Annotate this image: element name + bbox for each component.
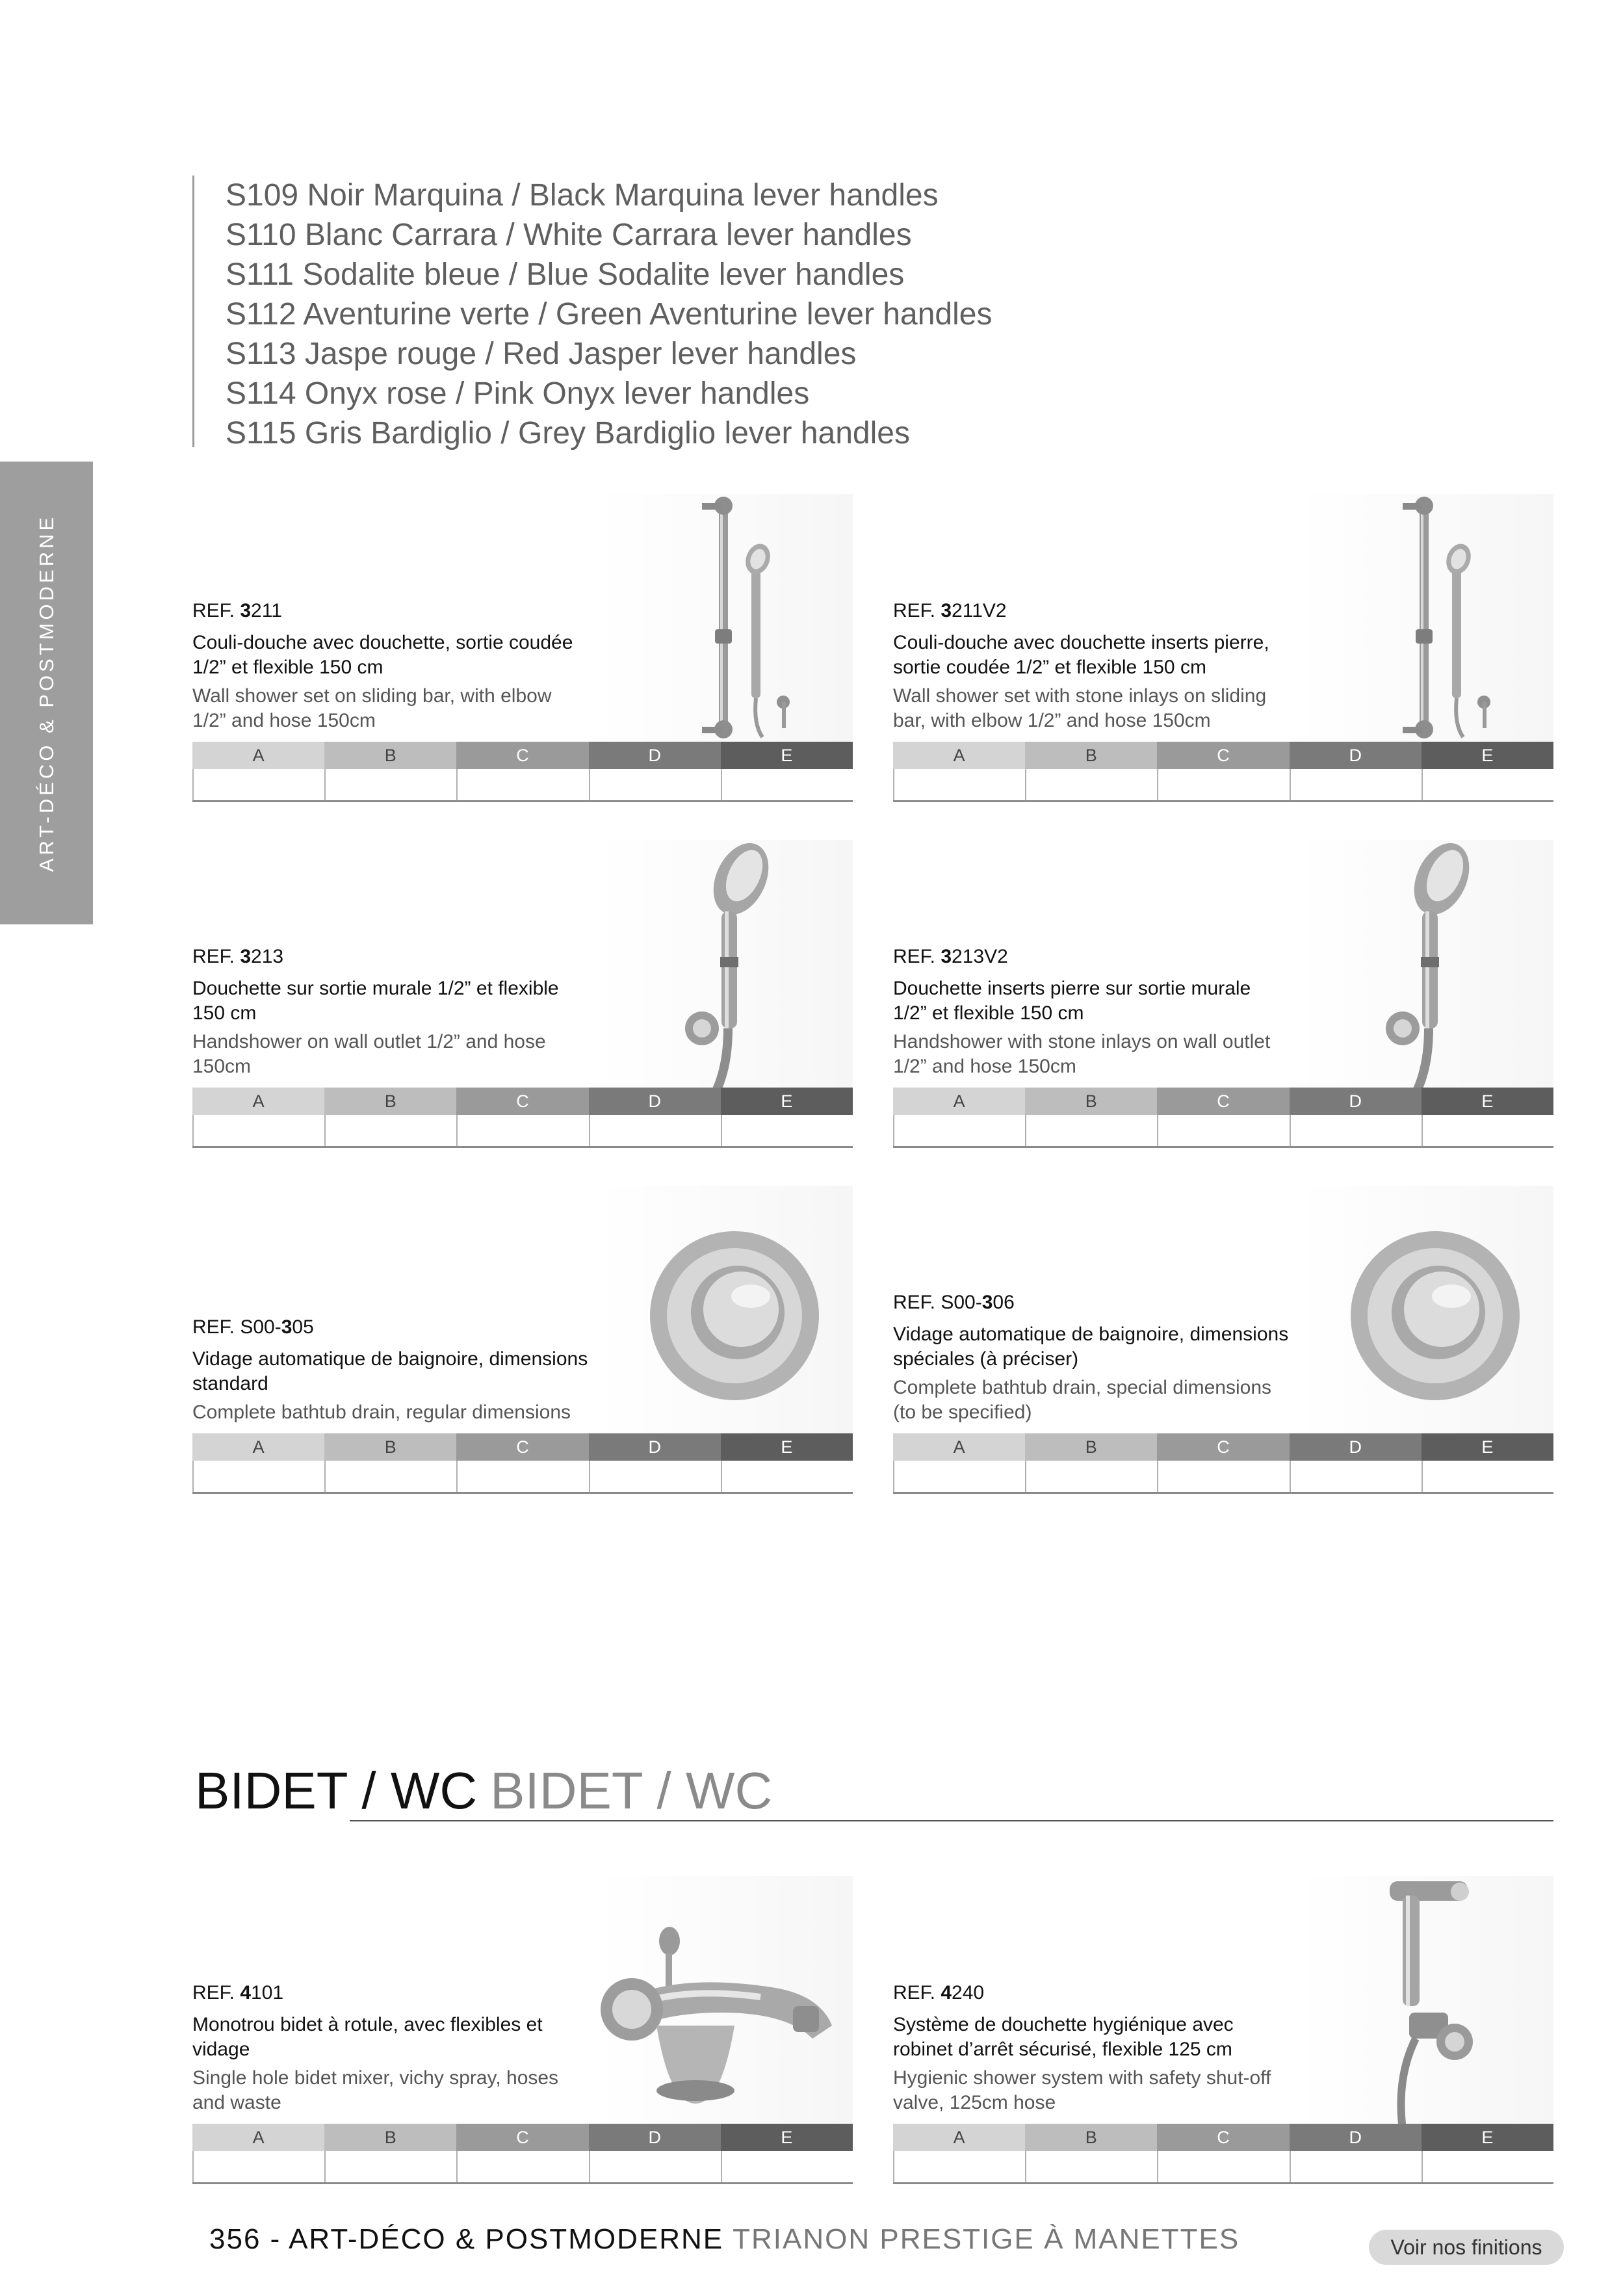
finish-column-header: E [721, 742, 853, 769]
shower-set-image [1299, 494, 1553, 748]
ref-prefix: REF. [192, 1982, 240, 2003]
product-card [893, 1876, 1553, 2184]
ref-bold: 3 [240, 600, 252, 621]
ref-prefix: REF. S00- [893, 1292, 982, 1313]
product-description-fr: Douchette sur sortie murale 1/2” et flexible 150 cm [192, 978, 559, 1024]
product-card [192, 494, 853, 802]
finish-column-header: B [1025, 1088, 1157, 1115]
section-divider [350, 1820, 1553, 1821]
product-description-en: Hygienic shower system with safety shut-off valve, 125cm hose [893, 2067, 1271, 2113]
handshower-image [1299, 840, 1553, 1093]
finish-column-header: A [192, 1088, 324, 1115]
product-card [893, 840, 1553, 1148]
ref-rest: 213 [251, 946, 284, 967]
product-description-en: Handshower with stone inlays on wall outlet 1/2” and hose 150cm [893, 1031, 1271, 1077]
product-text [893, 1980, 1290, 2115]
product-ref [192, 1314, 589, 1340]
footer-collection: TRIANON PRESTIGE À MANETTES [733, 2223, 1240, 2255]
finish-cell [1422, 1461, 1553, 1492]
finish-column-header: E [721, 2124, 853, 2151]
finish-column-header: A [893, 2124, 1025, 2151]
finish-column-header: B [1025, 742, 1157, 769]
finish-grid [192, 1433, 853, 1494]
finish-list [192, 176, 993, 450]
section-title-en: BIDET / WC [490, 1762, 773, 1820]
finish-column-header: C [456, 2124, 588, 2151]
product-text [192, 598, 589, 733]
product-description-en: Single hole bidet mixer, vichy spray, hoses and waste [192, 2067, 559, 2113]
finish-cell [893, 769, 1025, 800]
ref-rest: 211 [251, 600, 282, 621]
finish-column-header: E [721, 1088, 853, 1115]
product-description-fr: Couli-douche avec douchette, sortie coudée 1/2” et flexible 150 cm [192, 632, 573, 678]
finish-column-header: C [1157, 1433, 1289, 1461]
bidet-mixer-image [598, 1876, 853, 2130]
finish-column-header: C [1157, 742, 1289, 769]
finish-column-header: E [1422, 742, 1553, 769]
finish-column-header: B [324, 1433, 456, 1461]
page-footer [209, 2223, 1240, 2256]
finish-column-header: D [1290, 1433, 1422, 1461]
finish-cell [1157, 2151, 1289, 2182]
ref-bold: 4 [240, 1982, 252, 2003]
finish-cell [324, 2151, 456, 2182]
finish-cell [721, 2151, 853, 2182]
finish-column-header: C [1157, 1088, 1289, 1115]
finish-column-header: B [324, 1088, 456, 1115]
finish-column-header: D [589, 2124, 721, 2151]
finish-cell [1422, 2151, 1553, 2182]
finish-column-header: A [893, 1088, 1025, 1115]
finish-column-header: B [1025, 1433, 1157, 1461]
product-description-en: Complete bathtub drain, special dimensions (to be specified) [893, 1377, 1271, 1423]
product-ref [893, 598, 1290, 624]
product-photo [1299, 1186, 1553, 1439]
finish-cell [1025, 1461, 1157, 1492]
finish-cell [324, 769, 456, 800]
ref-prefix: REF. [893, 946, 941, 967]
finish-grid [192, 742, 853, 802]
bathtub-drain-image [1299, 1186, 1553, 1439]
product-card [893, 494, 1553, 802]
section-title [195, 1758, 772, 1823]
finish-column-header: A [192, 2124, 324, 2151]
finish-cell [1422, 1115, 1553, 1146]
ref-prefix: REF. S00- [192, 1316, 281, 1338]
finish-grid [893, 1088, 1553, 1148]
finish-grid [192, 1088, 853, 1148]
finish-column-header: C [1157, 2124, 1289, 2151]
product-ref [192, 944, 589, 970]
finish-column-header: A [893, 1433, 1025, 1461]
product-card [192, 1186, 853, 1494]
finish-cell [721, 1115, 853, 1146]
section-title-fr: BIDET / WC [195, 1762, 478, 1820]
finish-cell [1157, 1461, 1289, 1492]
handshower-image [598, 840, 853, 1093]
finish-cell [589, 1461, 721, 1492]
finish-cell [589, 2151, 721, 2182]
ref-prefix: REF. [893, 1982, 941, 2003]
product-description-en: Handshower on wall outlet 1/2” and hose 150cm [192, 1031, 546, 1077]
finish-cell [324, 1115, 456, 1146]
finish-item: S115 Gris Bardiglio / Grey Bardiglio lever handles [226, 416, 910, 450]
bathtub-drain-image [598, 1186, 853, 1439]
finish-cell [456, 1115, 588, 1146]
finish-column-header: D [1290, 2124, 1422, 2151]
product-description-en: Complete bathtub drain, regular dimensions [192, 1402, 571, 1423]
finish-cell [721, 1461, 853, 1492]
product-ref [893, 1980, 1290, 2006]
product-description-fr: Douchette inserts pierre sur sortie murale 1/2” et flexible 150 cm [893, 978, 1251, 1024]
view-finishes-button[interactable]: Voir nos finitions [1369, 2230, 1564, 2265]
finish-cell [893, 1461, 1025, 1492]
product-description-fr: Monotrou bidet à rotule, avec flexibles et vidage [192, 2014, 543, 2060]
finish-column-header: D [1290, 742, 1422, 769]
finish-cell [324, 1461, 456, 1492]
finish-cell [192, 2151, 324, 2182]
product-description-en: Wall shower set with stone inlays on sliding bar, with elbow 1/2” and hose 150cm [893, 685, 1267, 731]
finish-column-header: A [192, 742, 324, 769]
finish-column-header: D [589, 1433, 721, 1461]
finish-column-header: E [1422, 1433, 1553, 1461]
product-photo [1299, 1876, 1553, 2130]
product-text [192, 1980, 589, 2115]
product-text [192, 944, 589, 1079]
product-text [893, 944, 1290, 1079]
finish-cell [721, 769, 853, 800]
finish-item: S113 Jaspe rouge / Red Jasper lever handles [226, 337, 857, 371]
product-text [192, 1314, 589, 1425]
ref-bold: 3 [281, 1316, 292, 1338]
finish-item: S110 Blanc Carrara / White Carrara lever handles [226, 218, 912, 252]
finish-item: S114 Onyx rose / Pink Onyx lever handles [226, 376, 810, 411]
finish-cell [1025, 2151, 1157, 2182]
ref-bold: 3 [941, 946, 952, 967]
finish-column-header: E [721, 1433, 853, 1461]
finish-item: S111 Sodalite bleue / Blue Sodalite lever handles [226, 257, 905, 292]
product-description-fr: Vidage automatique de baignoire, dimensions standard [192, 1348, 588, 1394]
product-ref [893, 1290, 1290, 1316]
finish-cell [456, 2151, 588, 2182]
finish-column-header: D [589, 1088, 721, 1115]
ref-prefix: REF. [192, 600, 240, 621]
ref-rest: 240 [952, 1982, 985, 2003]
finish-cell [1290, 1461, 1422, 1492]
product-description-fr: Système de douchette hygiénique avec robinet d’arrêt sécurisé, flexible 125 cm [893, 2014, 1234, 2060]
ref-bold: 3 [941, 600, 952, 621]
product-card [893, 1186, 1553, 1494]
product-ref [893, 944, 1290, 970]
finish-cell [1290, 769, 1422, 800]
finish-cell [1422, 769, 1553, 800]
product-description-fr: Vidage automatique de baignoire, dimensions spéciales (à préciser) [893, 1324, 1289, 1370]
finish-item: S112 Aventurine verte / Green Aventurine lever handles [226, 297, 993, 332]
finish-cell [589, 769, 721, 800]
finish-column-header: A [893, 742, 1025, 769]
product-ref [192, 1980, 589, 2006]
product-text [893, 598, 1290, 733]
ref-bold: 3 [240, 946, 252, 967]
side-tab-label: ART-DÉCO & POSTMODERNE [35, 514, 58, 872]
finish-cell [589, 1115, 721, 1146]
product-photo [598, 494, 853, 748]
product-photo [1299, 840, 1553, 1093]
ref-rest: 213V2 [952, 946, 1008, 967]
finish-grid [192, 2124, 853, 2184]
finish-cell [893, 1115, 1025, 1146]
product-description-en: Wall shower set on sliding bar, with elbow 1/2” and hose 150cm [192, 685, 552, 731]
product-photo [598, 1876, 853, 2130]
finish-item: S109 Noir Marquina / Black Marquina lever handles [226, 178, 939, 213]
finish-column-header: B [324, 2124, 456, 2151]
ref-rest: 05 [292, 1316, 314, 1338]
finish-grid [893, 2124, 1553, 2184]
ref-rest: 211V2 [952, 600, 1007, 621]
product-ref [192, 598, 589, 624]
finish-cell [456, 769, 588, 800]
finish-cell [192, 1461, 324, 1492]
finish-cell [192, 769, 324, 800]
product-photo [1299, 494, 1553, 748]
hygienic-shower-image [1299, 1876, 1553, 2130]
finish-column-header: C [456, 1433, 588, 1461]
ref-bold: 4 [941, 1982, 952, 2003]
finish-column-header: B [324, 742, 456, 769]
finish-column-header: D [1290, 1088, 1422, 1115]
ref-prefix: REF. [192, 946, 240, 967]
finish-column-header: E [1422, 2124, 1553, 2151]
finish-cell [1025, 769, 1157, 800]
ref-rest: 06 [993, 1292, 1015, 1313]
finish-column-header: C [456, 742, 588, 769]
product-card [192, 1876, 853, 2184]
finish-cell [1157, 769, 1289, 800]
finish-cell [456, 1461, 588, 1492]
finish-cell [1025, 1115, 1157, 1146]
finish-grid [893, 1433, 1553, 1494]
product-photo [598, 1186, 853, 1439]
finish-cell [1290, 1115, 1422, 1146]
finish-grid [893, 742, 1553, 802]
finish-column-header: D [589, 742, 721, 769]
finish-cell [1157, 1115, 1289, 1146]
ref-bold: 3 [981, 1292, 993, 1313]
finish-cell [1290, 2151, 1422, 2182]
product-card [192, 840, 853, 1148]
ref-prefix: REF. [893, 600, 941, 621]
footer-page-label: 356 - ART-DÉCO & POSTMODERNE [209, 2223, 724, 2255]
product-text [893, 1290, 1290, 1425]
ref-rest: 101 [251, 1982, 284, 2003]
finish-column-header: A [192, 1433, 324, 1461]
finish-column-header: E [1422, 1088, 1553, 1115]
finish-cell [893, 2151, 1025, 2182]
product-description-fr: Couli-douche avec douchette inserts pierre, sortie coudée 1/2” et flexible 150 cm [893, 632, 1269, 678]
finish-column-header: C [456, 1088, 588, 1115]
shower-set-image [598, 494, 853, 748]
finish-cell [192, 1115, 324, 1146]
product-photo [598, 840, 853, 1093]
finish-column-header: B [1025, 2124, 1157, 2151]
